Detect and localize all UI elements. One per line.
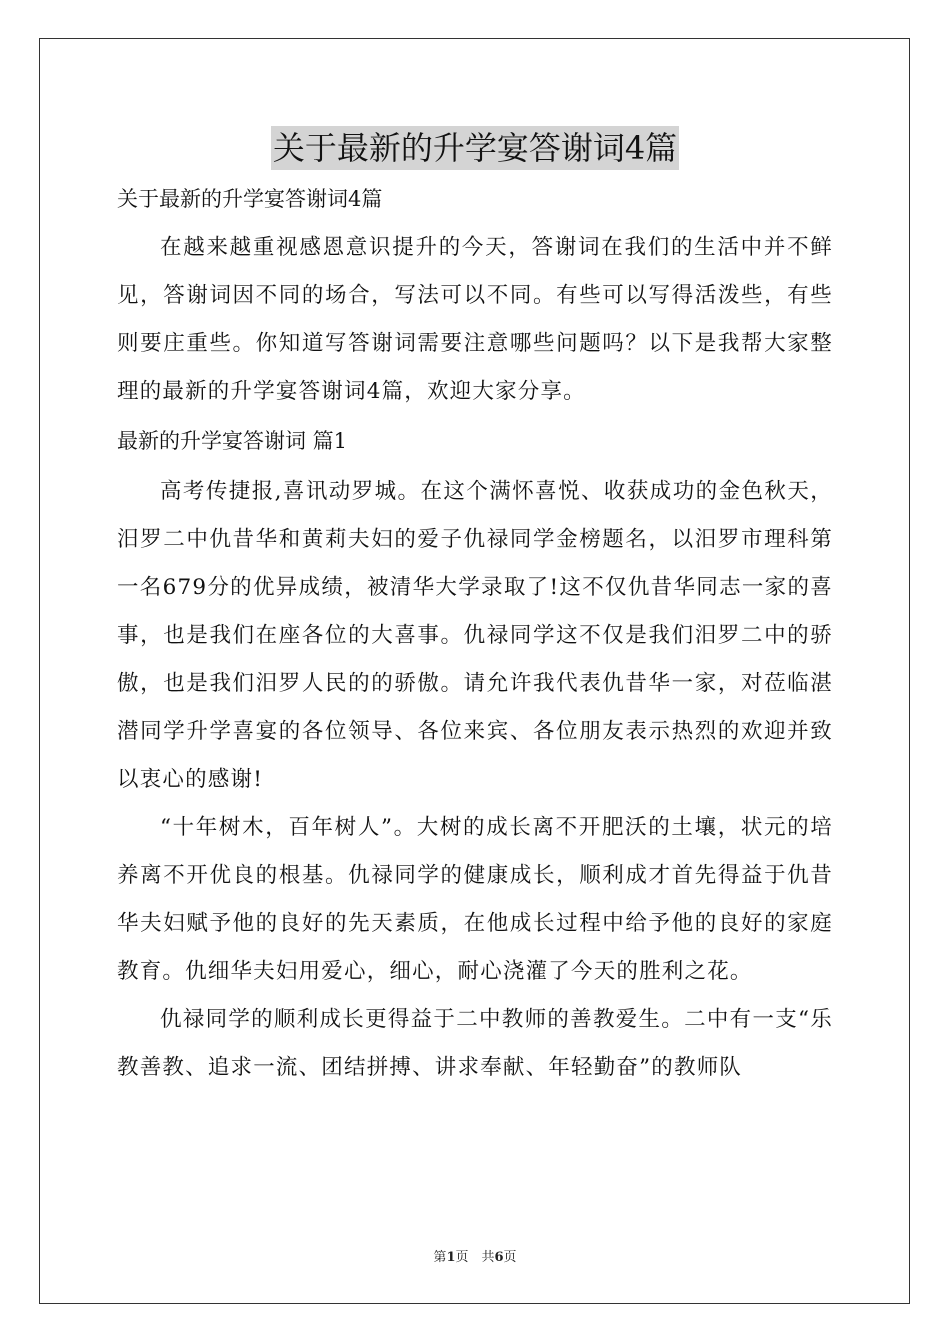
footer-page-total: 6 (494, 1250, 504, 1265)
footer-mid: 页 共 (455, 1250, 495, 1265)
section-heading: 最新的升学宴答谢词 篇1 (117, 429, 348, 453)
footer-page-current: 1 (446, 1250, 456, 1265)
body-paragraph-2: “十年树木，百年树人”。大树的成长离不开肥沃的土壤，状元的培养离不开优良的根基。仇禄同学的健康成长，顺利成才首先得益于仇昔华夫妇赋予他的良好的先天素质，在他成长过程中给予他的良好的家庭教育。仇细华夫妇用爱心，细心，耐心浇灌了今天的胜利之花。 (117, 815, 833, 984)
body-paragraph-1: 高考传捷报,喜讯动罗城。在这个满怀喜悦、收获成功的金色秋天，汨罗二中仇昔华和黄莉夫妇的爱子仇禄同学金榜题名，以汨罗市理科第一名679分的优异成绩，被清华大学录取了!这不仅仇昔华同志一家的喜事，也是我们在座各位的大喜事。仇禄同学这不仅是我们汨罗二中的骄傲，也是我们汨罗人民的的骄傲。请允许我代表仇昔华一家，对莅临湛潜同学升学喜宴的各位领导、各位来宾、各位朋友表示热烈的欢迎并致以衷心的感谢! (117, 479, 833, 792)
title-container (0, 126, 950, 170)
footer-prefix: 第 (433, 1250, 447, 1265)
intro-paragraph: 在越来越重视感恩意识提升的今天，答谢词在我们的生活中并不鲜见，答谢词因不同的场合，写法可以不同。有些可以写得活泼些，有些则要庄重些。你知道写答谢词需要注意哪些问题吗？以下是我帮大家整理的最新的升学宴答谢词4篇，欢迎大家分享。 (117, 235, 833, 404)
document-title: 关于最新的升学宴答谢词4篇 (271, 126, 679, 170)
document-body (117, 178, 833, 1092)
page-footer (0, 1246, 950, 1265)
body-paragraph-3: 仇禄同学的顺利成长更得益于二中教师的善教爱生。二中有一支“乐教善教、追求一流、团结拼搏、讲求奉献、年轻勤奋”的教师队 (117, 1007, 833, 1080)
document-subtitle: 关于最新的升学宴答谢词4篇 (117, 187, 383, 211)
footer-suffix: 页 (503, 1250, 517, 1265)
